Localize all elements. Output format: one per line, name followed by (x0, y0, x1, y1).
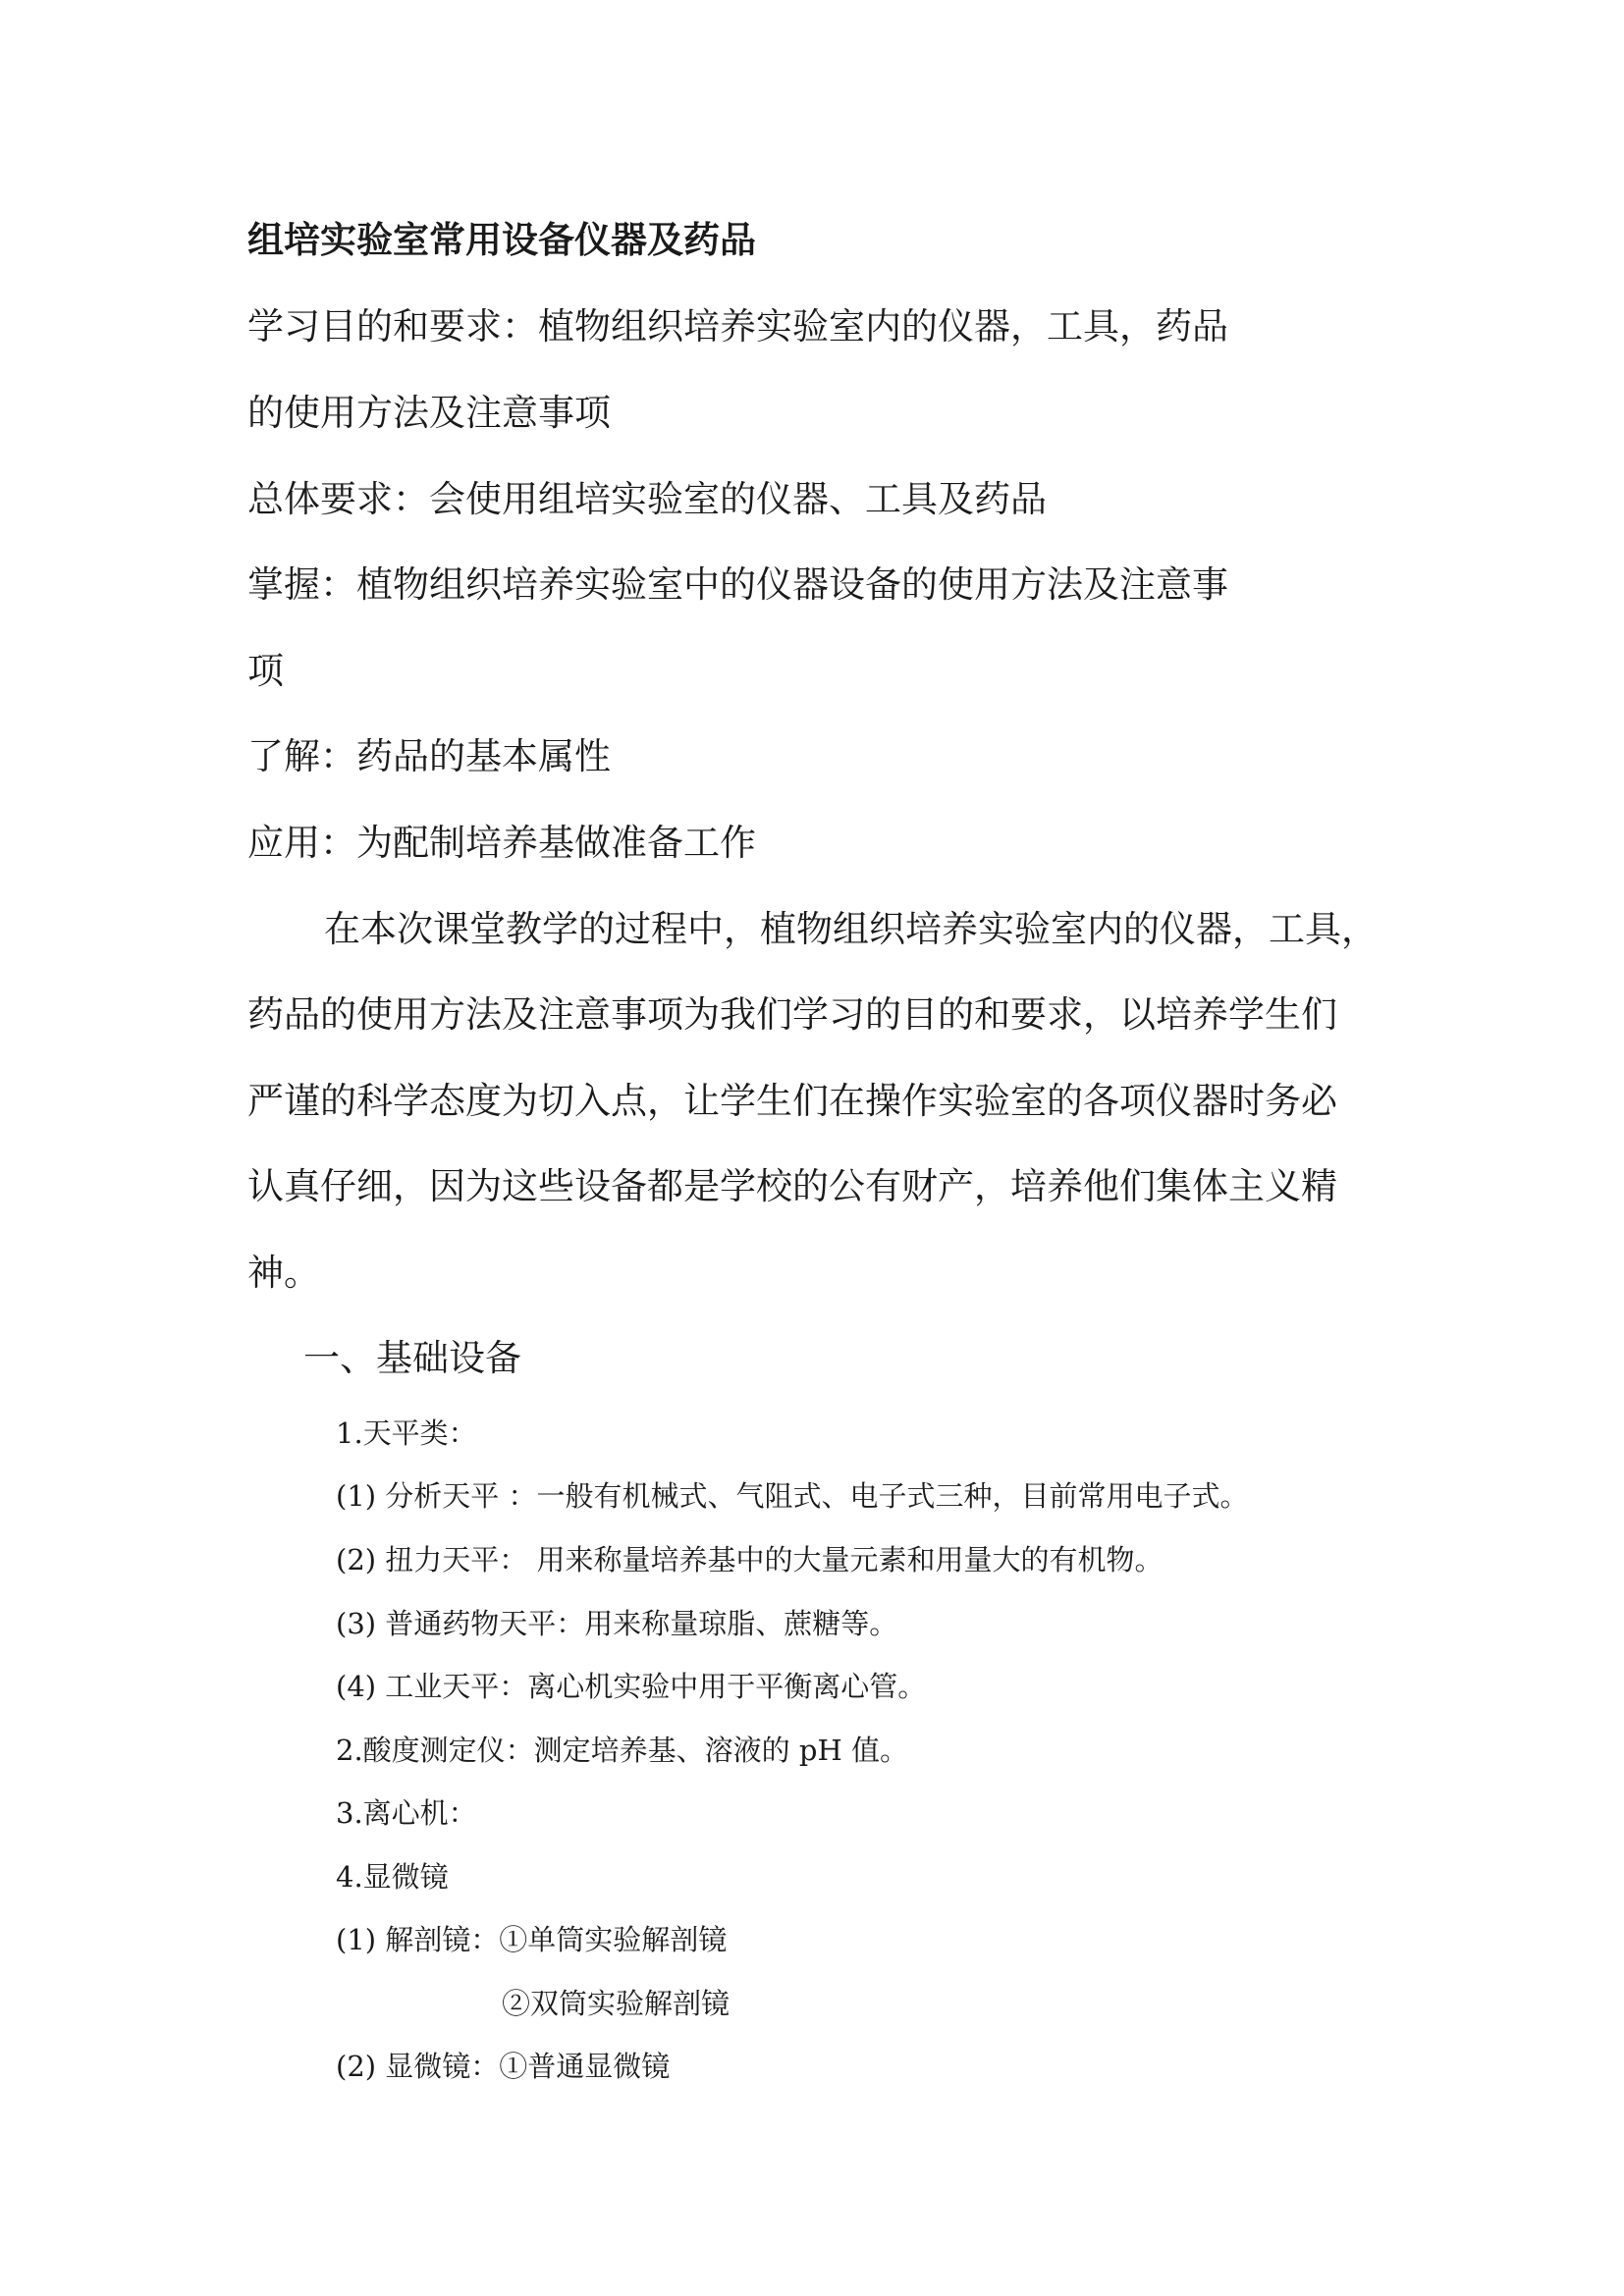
list-item: 1.天平类： (336, 1416, 477, 1450)
paragraph-line-4: 认真仔细，因为这些设备都是学校的公有财产，培养他们集体主义精 (247, 1165, 1337, 1207)
list-item: 2.酸度测定仪：测定培养基、溶液的 pH 值。 (336, 1734, 908, 1767)
list-item: 4.显微镜 (336, 1860, 449, 1894)
master-line-2: 项 (247, 650, 284, 692)
paragraph-line-3: 严谨的科学态度为切入点，让学生们在操作实验室的各项仪器时务必 (247, 1080, 1337, 1122)
understand-line: 了解：药品的基本属性 (247, 735, 611, 777)
list-item: (1) 分析天平 ：一般有机械式、气阻式、电子式三种，目前常用电子式。 (336, 1479, 1249, 1513)
list-item: (3) 普通药物天平：用来称量琼脂、蔗糖等。 (336, 1607, 898, 1640)
paragraph-line-2: 药品的使用方法及注意事项为我们学习的目的和要求，以培养学生们 (247, 993, 1337, 1036)
list-item: (2) 扭力天平： 用来称量培养基中的大量元素和用量大的有机物。 (336, 1543, 1164, 1576)
list-item: 3.离心机： (336, 1796, 477, 1830)
master-line-1: 掌握：植物组织培养实验室中的仪器设备的使用方法及注意事 (247, 563, 1228, 606)
paragraph-line-1: 在本次课堂教学的过程中，植物组织培养实验室内的仪器，工具， (324, 908, 1378, 950)
document-title: 组培实验室常用设备仪器及药品 (247, 218, 756, 261)
list-item: (1) 解剖镜：①单筒实验解剖镜 (336, 1923, 728, 1956)
objectives-line-2: 的使用方法及注意事项 (247, 392, 611, 434)
list-item: (4) 工业天平：离心机实验中用于平衡离心管。 (336, 1670, 927, 1703)
section-heading: 一、基础设备 (303, 1337, 521, 1379)
list-item: (2) 显微镜：①普通显微镜 (336, 2050, 671, 2083)
overall-requirement: 总体要求：会使用组培实验室的仪器、工具及药品 (247, 478, 1047, 520)
paragraph-line-5: 神。 (247, 1252, 320, 1294)
apply-line: 应用：为配制培养基做准备工作 (247, 822, 756, 864)
objectives-line-1: 学习目的和要求：植物组织培养实验室内的仪器，工具，药品 (247, 305, 1228, 347)
list-item: ②双筒实验解剖镜 (502, 1987, 731, 2020)
